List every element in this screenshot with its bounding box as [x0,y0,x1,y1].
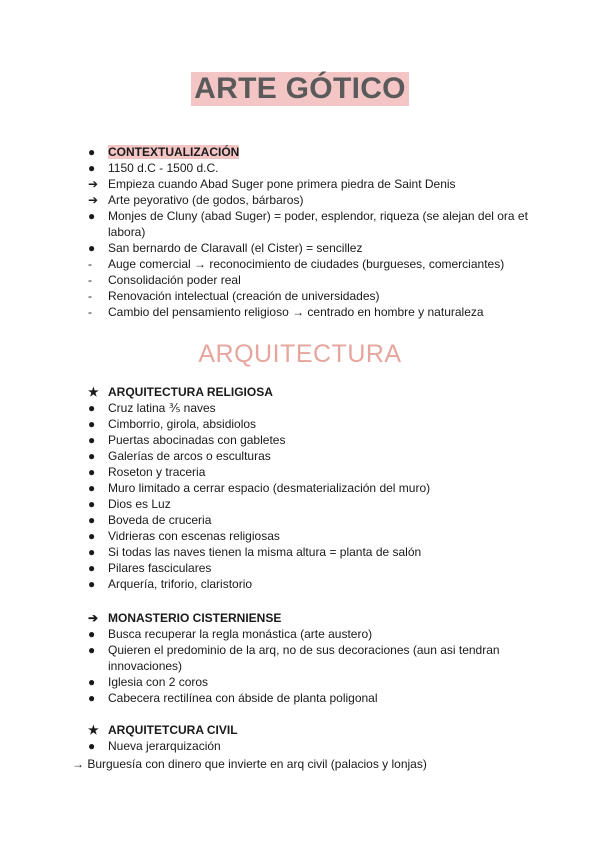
list-item: ● Quieren el predominio de la arq, no de sus decoraciones (aun asi tendran innovaciones) [88,643,500,673]
star-icon: ★ [88,723,99,737]
list-item: ● Nueva jerarquización [88,739,221,753]
list-item: ● 1150 d.C - 1500 d.C. [88,161,219,175]
arrow-icon: ➔ [88,193,99,207]
list-item: ● Arquería, triforio, claristorio [88,577,253,591]
section-contextualizacion [88,144,528,320]
star-icon: ★ [88,385,99,399]
list-item: ● Monjes de Cluny (abad Suger) = poder, esplendor, riqueza (se alejan del ora et labora) [88,209,528,239]
page-title-text: ARTE GÓTICO [191,72,409,106]
list-item: ● Boveda de cruceria [88,513,212,527]
bullet-icon: ● [88,145,96,159]
arrow-icon: ➔ [88,177,99,191]
list-item: ● Iglesia con 2 coros [88,675,209,689]
list-item: - Consolidación poder real [88,273,241,287]
section-title-arquitectura: ARQUITECTURA [198,340,402,368]
list-item: ● Pilares fasciculares [88,561,212,575]
list-item: ● Muro limitado a cerrar espacio (desmaterialización del muro) [88,481,431,495]
list-item: ● Cabecera rectilínea con ábside de planta poligonal [88,691,378,705]
section-heading: ★ ARQUITECTURA RELIGIOSA [88,385,273,399]
list-item: ● Cimborrio, girola, absidiolos [88,417,257,431]
list-item: ● Dios es Luz [88,497,171,511]
page-title [0,72,600,106]
section-heading: ● CONTEXTUALIZACIÓN [88,145,240,159]
section-monasterio-cisterniense [88,610,528,706]
section-heading: ➔ MONASTERIO CISTERNIENSE [88,611,282,625]
list-item: ● San bernardo de Claravall (el Cister) = sencillez [88,241,363,255]
section-arquitectura-civil [88,722,528,754]
list-item: ● Roseton y traceria [88,465,206,479]
list-item: - Auge comercial → reconocimiento de ciudades (burgueses, comerciantes) [88,257,505,271]
section-heading: ★ ARQUITETCURA CIVIL [88,723,238,737]
arrow-icon: ➔ [88,611,99,625]
list-item: ● Cruz latina ⅗ naves [88,401,216,415]
list-item: ➔ Empieza cuando Abad Suger pone primera piedra de Saint Denis [88,177,456,191]
list-item: - Cambio del pensamiento religioso → centrado en hombre y naturaleza [88,305,484,319]
section-arquitectura-religiosa [88,384,528,592]
list-item: ➔ Arte peyorativo (de godos, bárbaros) [88,193,304,207]
list-item: ● Vidrieras con escenas religiosas [88,529,280,543]
list-item: ● Galerías de arcos o esculturas [88,449,271,463]
footer-note: → Burguesía con dinero que invierte en arq civil (palacios y lonjas) [72,757,427,771]
list-item: - Renovación intelectual (creación de universidades) [88,289,380,303]
list-item: ● Busca recuperar la regla monástica (arte austero) [88,627,373,641]
list-item: ● Si todas las naves tienen la misma altura = planta de salón [88,545,422,559]
list-item: ● Puertas abocinadas con gabletes [88,433,286,447]
